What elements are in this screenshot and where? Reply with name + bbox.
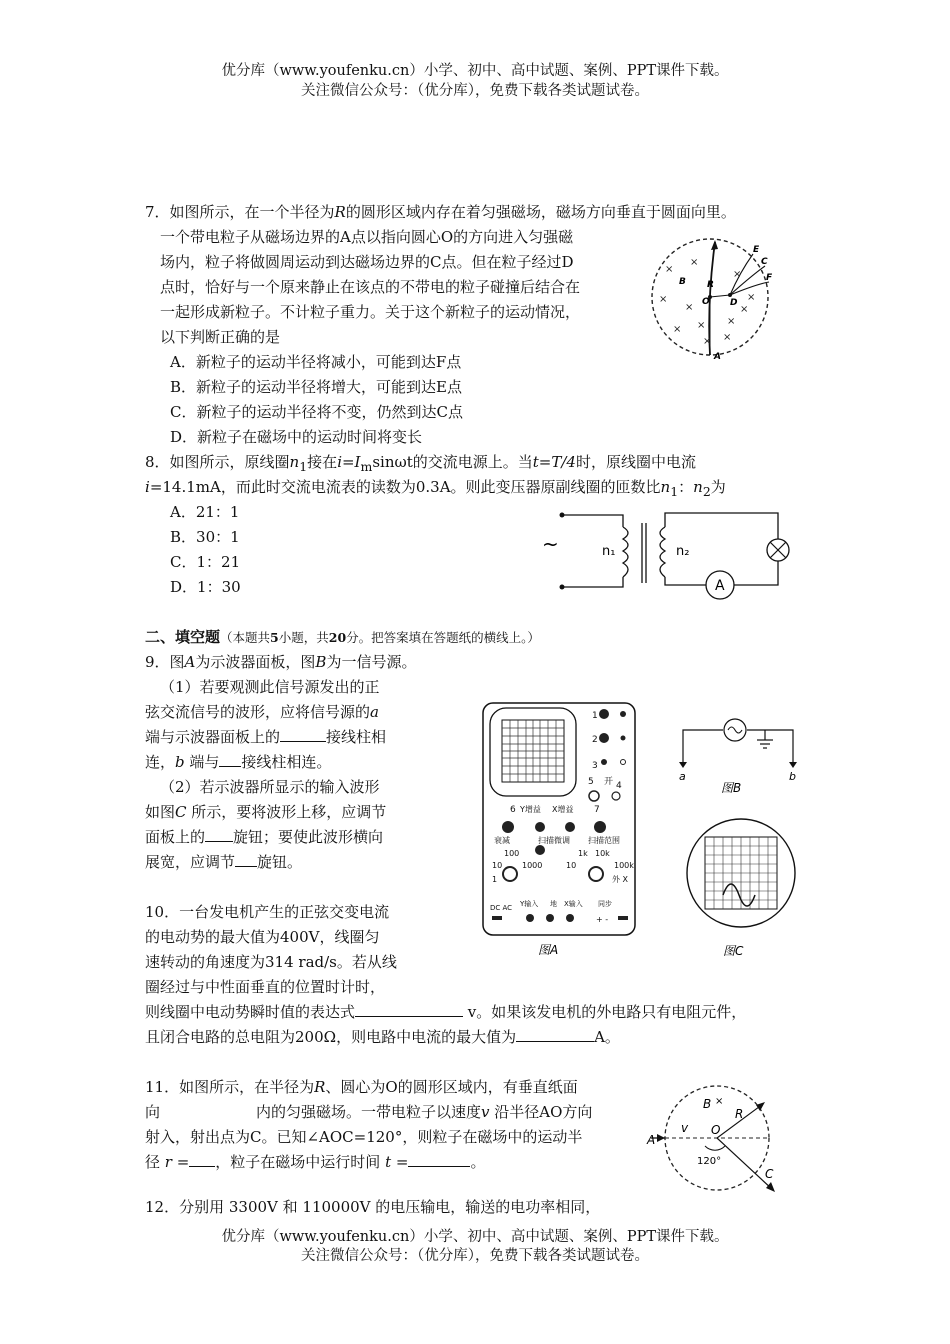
svg-text:Y增益: Y增益 <box>520 805 541 814</box>
svg-text:2: 2 <box>592 735 598 745</box>
svg-text:Y输入: Y输入 <box>520 900 539 908</box>
footer-line-2: 关注微信公众号：（优分库），免费下载各类试题试卷。 <box>301 1248 649 1264</box>
svg-text:10: 10 <box>566 861 577 870</box>
q7-label-a: A <box>714 352 721 362</box>
q10-line-4: 圈经过与中性面垂直的位置时计时， <box>145 978 386 996</box>
svg-text:4: 4 <box>616 781 622 791</box>
svg-text:×: × <box>727 316 736 327</box>
q10-line-2: 的电动势的最大值为400V，线圈匀 <box>145 928 380 946</box>
svg-text:×: × <box>703 336 712 347</box>
svg-text:扫描范围: 扫描范围 <box>588 836 620 845</box>
svg-text:×: × <box>733 269 742 280</box>
q11-label-r: R <box>735 1107 744 1121</box>
q9-line-6: （2）若示波器所显示的输入波形 <box>160 778 380 796</box>
q7-label-c: C <box>761 257 768 267</box>
q11-line-2: 向 内的匀强磁场。一带电粒子以速度v 沿半径AO方向 <box>145 1103 593 1121</box>
q11-label-b: B <box>703 1097 712 1111</box>
q7-option-b: B．新粒子的运动半径将增大，可能到达E点 <box>170 378 462 396</box>
svg-text:10: 10 <box>492 861 503 870</box>
q7-magnetic-field-figure <box>645 232 775 362</box>
q12-line-1: 12．分别用 3300V 和 110000V 的电压输电，输送的电功率相同， <box>145 1198 601 1216</box>
q9-line-9: 展宽，应调节 旋钮。 <box>145 853 303 871</box>
svg-text:外 X: 外 X <box>612 875 629 884</box>
q11-line-3: 射入，射出点为C。已知∠AOC=120°，则粒子在磁场中的运动半 <box>145 1128 583 1146</box>
q7-label-b: B <box>679 277 686 287</box>
q8-option-c: C．1：21 <box>170 553 241 571</box>
q11-blank-2[interactable] <box>408 1152 470 1167</box>
section-2-heading: 二、填空题（本题共5小题，共20分。把答案填在答题纸的横线上。） <box>145 628 540 646</box>
q8-option-a: A．21：1 <box>170 503 240 521</box>
q7-option-d: D．新粒子在磁场中的运动时间将变长 <box>170 428 423 446</box>
svg-text:1: 1 <box>592 711 598 721</box>
svg-text:×: × <box>659 294 668 305</box>
q9-line-5: 连，b 端与 接线柱相连。 <box>145 753 332 771</box>
q10-line-3: 速转动的角速度为314 rad/s。若从线 <box>145 953 397 971</box>
q10-blank-2[interactable] <box>516 1027 594 1042</box>
q8-n2-label: n₂ <box>676 544 690 559</box>
q11-label-c: C <box>765 1167 774 1181</box>
q11-label-v: v <box>681 1121 689 1135</box>
q7-line-1: 7．如图所示，在一个半径为R的圆形区域内存在着匀强磁场，磁场方向垂直于圆面向里。 <box>145 203 736 221</box>
q7-line-6: 以下判断正确的是 <box>160 328 281 346</box>
q9-figure-a-caption: 图A <box>538 943 559 957</box>
q9-blank-2[interactable] <box>219 752 241 767</box>
q9-figure-b-terminal-b: b <box>789 770 796 783</box>
svg-text:地: 地 <box>550 900 557 908</box>
svg-text:+ -: + - <box>596 915 609 924</box>
q8-transformer-figure <box>538 505 788 600</box>
q7-line-4: 点时，恰好与一个原来静止在该点的不带电的粒子碰撞后结合在 <box>160 278 581 296</box>
q8-ac-source-icon: ~ <box>542 532 559 556</box>
q10-blank-1[interactable] <box>355 1002 463 1017</box>
svg-text:×: × <box>740 304 749 315</box>
q9-blank-1[interactable] <box>280 727 326 742</box>
svg-text:100k: 100k <box>614 861 634 870</box>
q9-line-1: 9．图A为示波器面板，图B为一信号源。 <box>145 653 417 671</box>
q7-label-r: R <box>707 280 714 290</box>
svg-text:×: × <box>697 320 706 331</box>
header-line-2: 关注微信公众号：（优分库），免费下载各类试题试卷。 <box>301 83 649 99</box>
q8-option-b: B．30：1 <box>170 528 240 546</box>
q7-option-c: C．新粒子的运动半径将不变，仍然到达C点 <box>170 403 463 421</box>
svg-text:DC AC: DC AC <box>490 904 513 912</box>
q9-line-8: 面板上的 旋钮；要使此波形横向 <box>145 828 384 846</box>
svg-text:6: 6 <box>510 805 516 815</box>
q9-figure-b-terminal-a: a <box>679 770 686 783</box>
q8-line-2: i=14.1mA，而此时交流电流表的读数为0.3A。则此变压器原副线圈的匝数比$n_1$：$n_2$为 <box>145 478 726 499</box>
q9-line-2: （1）若要观测此信号源发出的正 <box>160 678 380 696</box>
svg-text:3: 3 <box>592 761 598 771</box>
q11-label-a: A <box>647 1133 656 1147</box>
svg-text:1000: 1000 <box>522 861 543 870</box>
q7-line-3: 场内，粒子将做圆周运动到达磁场边界的C点。但在粒子经过D <box>160 253 574 271</box>
svg-text:衰减: 衰减 <box>494 836 510 845</box>
header-line-1: 优分库（www.youfenku.cn）小学、初中、高中试题、案例、PPT课件下载。 <box>221 63 729 79</box>
svg-text:X输入: X输入 <box>564 900 583 908</box>
svg-text:×: × <box>747 292 756 303</box>
q9-line-4: 端与示波器面板上的 接线柱相 <box>145 728 387 746</box>
q11-angle-label: 120° <box>697 1156 722 1167</box>
svg-text:×: × <box>673 324 682 335</box>
q7-line-2: 一个带电粒子从磁场边界的A点以指向圆心O的方向进入匀强磁 <box>160 228 574 246</box>
svg-text:1: 1 <box>492 875 498 884</box>
q9-figure-c-caption: 图C <box>723 944 744 958</box>
svg-text:10k: 10k <box>595 849 610 858</box>
q9-oscilloscope-panel-figure <box>480 700 640 965</box>
q11-line-4: 径 r = ，粒子在磁场中运行时间 t = 。 <box>145 1153 486 1171</box>
q9-line-7: 如图C 所示，要将波形上移，应调节 <box>145 803 387 821</box>
svg-text:同步: 同步 <box>598 900 612 908</box>
svg-text:5: 5 <box>588 777 594 787</box>
q8-n1-label: n₁ <box>602 544 616 559</box>
svg-text:开: 开 <box>604 777 614 787</box>
q10-line-5: 则线圈中电动势瞬时值的表达式 v。如果该发电机的外电路只有电阻元件， <box>145 1003 747 1021</box>
q10-line-1: 10．一台发电机产生的正弦交变电流 <box>145 903 390 921</box>
svg-text:X增益: X增益 <box>552 805 574 814</box>
q7-label-f: F <box>766 273 773 283</box>
q9-line-3: 弦交流信号的波形，应将信号源的a <box>145 703 379 721</box>
q7-label-d: D <box>730 298 738 308</box>
q8-line-1: 8．如图所示，原线圈$n_1$接在$i=I_m\sin\omega t$的交流电源上。当t=T/4时，原线圈中电流 <box>145 453 696 474</box>
q7-label-o: O <box>702 297 710 307</box>
svg-text:×: × <box>665 264 674 275</box>
q8-ammeter-label: A <box>715 578 725 594</box>
q11-line-1: 11．如图所示，在半径为R、圆心为O的圆形区域内，有垂直纸面 <box>145 1078 578 1096</box>
svg-text:7: 7 <box>594 805 600 815</box>
q7-option-a: A．新粒子的运动半径将减小，可能到达F点 <box>170 353 462 371</box>
svg-text:×: × <box>685 302 694 313</box>
q11-label-o: O <box>711 1123 721 1137</box>
q9-waveform-screen-figure <box>683 815 803 965</box>
q8-option-d: D．1：30 <box>170 578 241 596</box>
svg-text:×: × <box>723 332 732 343</box>
svg-text:扫描微调: 扫描微调 <box>538 836 570 845</box>
q10-line-6: 且闭合电路的总电阻为200Ω，则电路中电流的最大值为 A。 <box>145 1028 620 1046</box>
q9-blank-4[interactable] <box>235 852 257 867</box>
q9-blank-3[interactable] <box>205 827 233 842</box>
q11-circular-field-figure <box>645 1080 795 1205</box>
footer-line-1: 优分库（www.youfenku.cn）小学、初中、高中试题、案例、PPT课件下载。 <box>221 1229 729 1245</box>
q9-signal-source-figure <box>675 712 805 802</box>
svg-text:100: 100 <box>504 849 520 858</box>
q7-label-e: E <box>753 245 760 255</box>
q7-line-5: 一起形成新粒子。不计粒子重力。关于这个新粒子的运动情况， <box>160 303 581 321</box>
svg-text:×: × <box>690 257 699 268</box>
q11-cross-mark: × <box>715 1096 724 1107</box>
q9-figure-b-caption: 图B <box>721 781 742 795</box>
q11-blank-1[interactable] <box>189 1152 215 1167</box>
svg-text:1k: 1k <box>578 849 588 858</box>
